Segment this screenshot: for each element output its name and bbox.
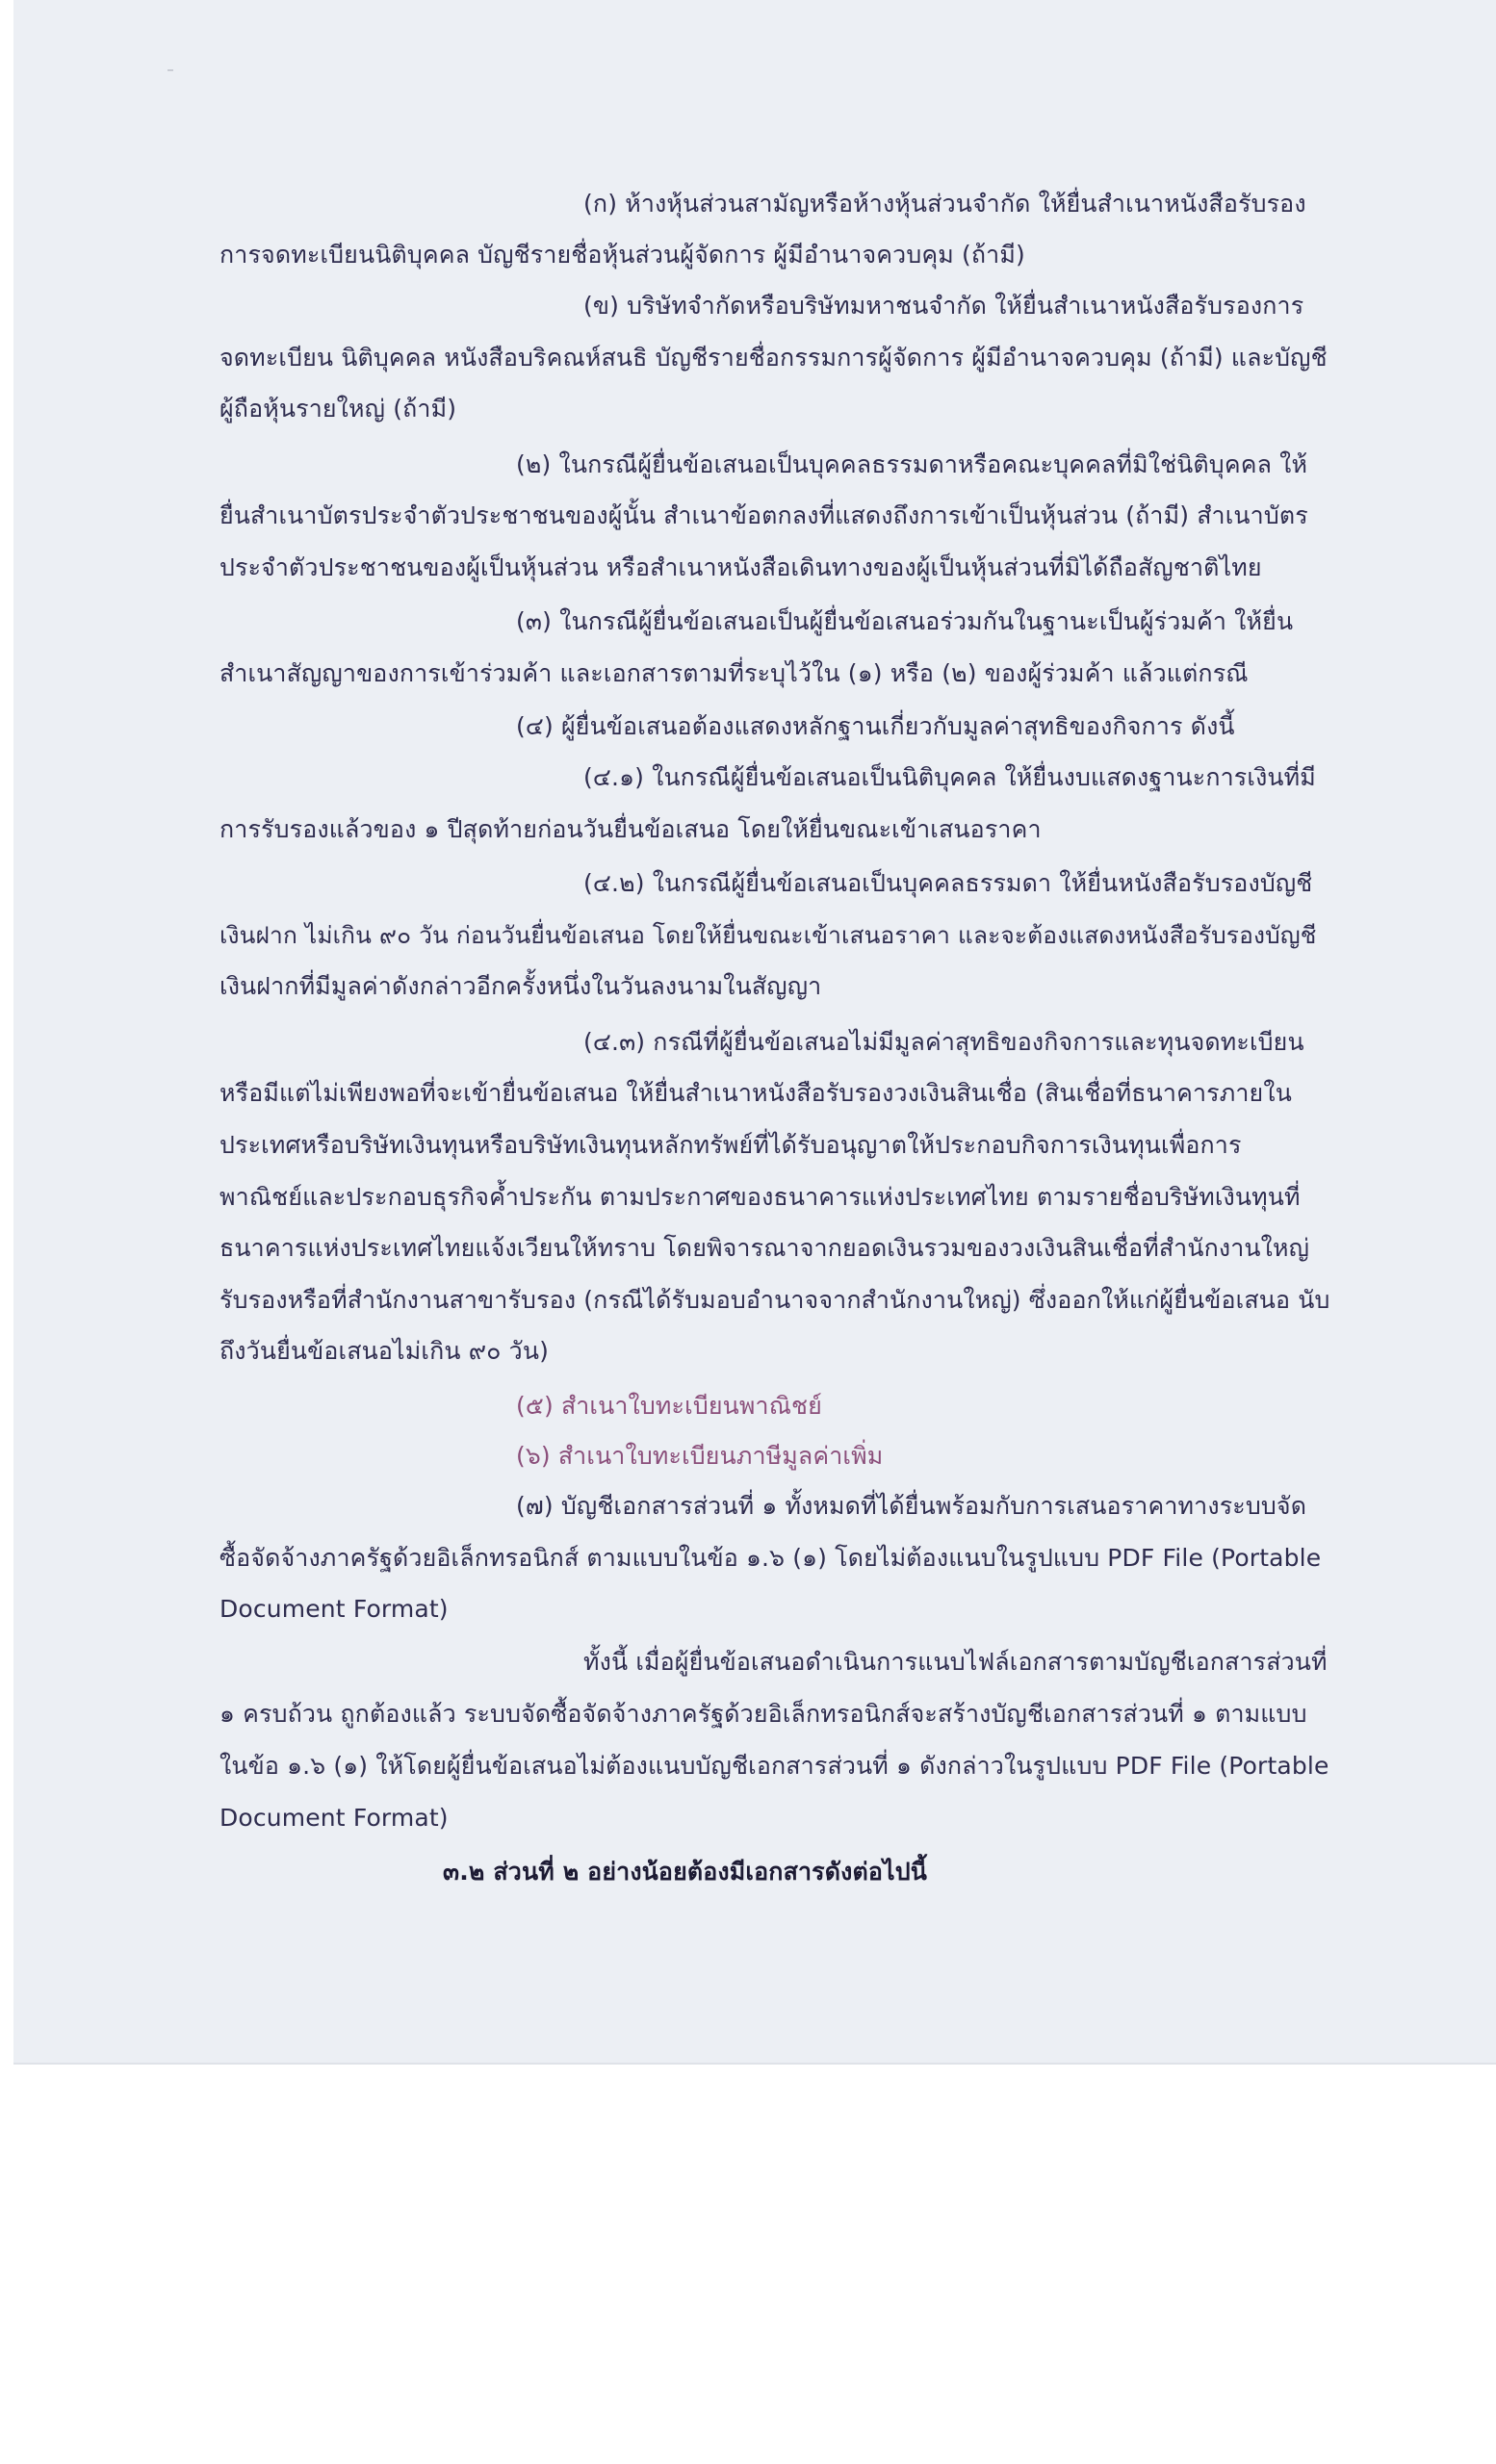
text-line: (ข) บริษัทจำกัดหรือบริษัทมหาชนจำกัด ให้ยื่นสำเนาหนังสือรับรองการ bbox=[583, 292, 1304, 320]
text-line: ในข้อ ๑.๖ (๑) ให้โดยผู้ยื่นข้อเสนอไม่ต้องแนบบัญชีเอกสารส่วนที่ ๑ ดังกล่าวในรูปแบบ PDF File (Portable bbox=[219, 1752, 1329, 1780]
text-line: (๒) ในกรณีผู้ยื่นข้อเสนอเป็นบุคคลธรรมดาหรือคณะบุคคลที่มิใช่นิติบุคคล ให้ bbox=[516, 450, 1308, 478]
text-line: หรือมีแต่ไม่เพียงพอที่จะเข้ายื่นข้อเสนอ ให้ยื่นสำเนาหนังสือรับรองวงเงินสินเชื่อ (สินเชื่อที่ธนาคารภายใน bbox=[219, 1079, 1292, 1107]
text-line: การรับรองแล้วของ ๑ ปีสุดท้ายก่อนวันยื่นข้อเสนอ โดยให้ยื่นขณะเข้าเสนอราคา bbox=[219, 815, 1042, 843]
text-line: (๔.๓) กรณีที่ผู้ยื่นข้อเสนอไม่มีมูลค่าสุทธิของกิจการและทุนจดทะเบียน bbox=[583, 1028, 1304, 1056]
text-line: (๔.๑) ในกรณีผู้ยื่นข้อเสนอเป็นนิติบุคคล ให้ยื่นงบแสดงฐานะการเงินที่มี bbox=[583, 763, 1316, 791]
text-line: ถึงวันยื่นข้อเสนอไม่เกิน ๙๐ วัน) bbox=[219, 1337, 549, 1365]
text-line: ยื่นสำเนาบัตรประจำตัวประชาชนของผู้นั้น สำเนาข้อตกลงที่แสดงถึงการเข้าเป็นหุ้นส่วน (ถ้ามี) สำเนาบัตร bbox=[219, 501, 1308, 529]
text-line: (๖) สำเนาใบทะเบียนภาษีมูลค่าเพิ่ม bbox=[516, 1442, 884, 1470]
text-line: สำเนาสัญญาของการเข้าร่วมค้า และเอกสารตามที่ระบุไว้ใน (๑) หรือ (๒) ของผู้ร่วมค้า แล้วแต่กรณี bbox=[219, 659, 1249, 687]
text-line: เงินฝาก ไม่เกิน ๙๐ วัน ก่อนวันยื่นข้อเสนอ โดยให้ยื่นขณะเข้าเสนอราคา และจะต้องแสดงหนังสือรับรองบัญชี bbox=[219, 921, 1317, 949]
text-line: (๔) ผู้ยื่นข้อเสนอต้องแสดงหลักฐานเกี่ยวกับมูลค่าสุทธิของกิจการ ดังนี้ bbox=[516, 712, 1235, 740]
text-line: พาณิชย์และประกอบธุรกิจค้ำประกัน ตามประกาศของธนาคารแห่งประเทศไทย ตามรายชื่อบริษัทเงินทุนที่ bbox=[219, 1183, 1301, 1211]
text-line: (๗) บัญชีเอกสารส่วนที่ ๑ ทั้งหมดที่ได้ยื่นพร้อมกับการเสนอราคาทางระบบจัด bbox=[516, 1492, 1307, 1520]
text-line: การจดทะเบียนนิติบุคคล บัญชีรายชื่อหุ้นส่วนผู้จัดการ ผู้มีอำนาจควบคุม (ถ้ามี) bbox=[219, 241, 1025, 269]
text-line: ทั้งนี้ เมื่อผู้ยื่นข้อเสนอดำเนินการแนบไฟล์เอกสารตามบัญชีเอกสารส่วนที่ bbox=[583, 1648, 1328, 1676]
text-line: Document Format) bbox=[219, 1804, 449, 1832]
text-line: (๓) ในกรณีผู้ยื่นข้อเสนอเป็นผู้ยื่นข้อเสนอร่วมกันในฐานะเป็นผู้ร่วมค้า ให้ยื่น bbox=[516, 607, 1294, 635]
text-line: ซื้อจัดจ้างภาครัฐด้วยอิเล็กทรอนิกส์ ตามแบบในข้อ ๑.๖ (๑) โดยไม่ต้องแนบในรูปแบบ PDF File (Portable bbox=[219, 1544, 1322, 1572]
text-line: ผู้ถือหุ้นรายใหญ่ (ถ้ามี) bbox=[219, 395, 457, 423]
section-heading: ๓.๒ ส่วนที่ ๒ อย่างน้อยต้องมีเอกสารดังต่อไปนี้ bbox=[443, 1858, 928, 1886]
text-line: ประเทศหรือบริษัทเงินทุนหรือบริษัทเงินทุนหลักทรัพย์ที่ได้รับอนุญาตให้ประกอบกิจการเงินทุนเพื่อการ bbox=[219, 1131, 1242, 1159]
text-line: รับรองหรือที่สำนักงานสาขารับรอง (กรณีได้รับมอบอำนาจจากสำนักงานใหญ่) ซึ่งออกให้แก่ผู้ยื่นข้อเสนอ นับ bbox=[219, 1286, 1330, 1314]
text-line: เงินฝากที่มีมูลค่าดังกล่าวอีกครั้งหนึ่งในวันลงนามในสัญญา bbox=[219, 972, 822, 1000]
text-line: (๔.๒) ในกรณีผู้ยื่นข้อเสนอเป็นบุคคลธรรมดา ให้ยื่นหนังสือรับรองบัญชี bbox=[583, 869, 1313, 897]
text-line: (ก) ห้างหุ้นส่วนสามัญหรือห้างหุ้นส่วนจำกัด ให้ยื่นสำเนาหนังสือรับรอง bbox=[583, 190, 1306, 218]
text-line: (๕) สำเนาใบทะเบียนพาณิชย์ bbox=[516, 1392, 822, 1420]
text-line: จดทะเบียน นิติบุคคล หนังสือบริคณห์สนธิ บัญชีรายชื่อกรรมการผู้จัดการ ผู้มีอำนาจควบคุม (ถ้ามี) และบัญชี bbox=[219, 344, 1328, 372]
text-line: ประจำตัวประชาชนของผู้เป็นหุ้นส่วน หรือสำเนาหนังสือเดินทางของผู้เป็นหุ้นส่วนที่มิได้ถือสัญชาติไทย bbox=[219, 553, 1262, 581]
text-line: Document Format) bbox=[219, 1595, 449, 1623]
text-line: ธนาคารแห่งประเทศไทยแจ้งเวียนให้ทราบ โดยพิจารณาจากยอดเงินรวมของวงเงินสินเชื่อที่สำนักงานใหญ่ bbox=[219, 1234, 1310, 1262]
text-line: ๑ ครบถ้วน ถูกต้องแล้ว ระบบจัดซื้อจัดจ้างภาครัฐด้วยอิเล็กทรอนิกส์จะสร้างบัญชีเอกสารส่วนที่ ๑ ตามแบบ bbox=[219, 1700, 1307, 1728]
document-page bbox=[13, 0, 1496, 2065]
scan-mark bbox=[168, 69, 173, 71]
